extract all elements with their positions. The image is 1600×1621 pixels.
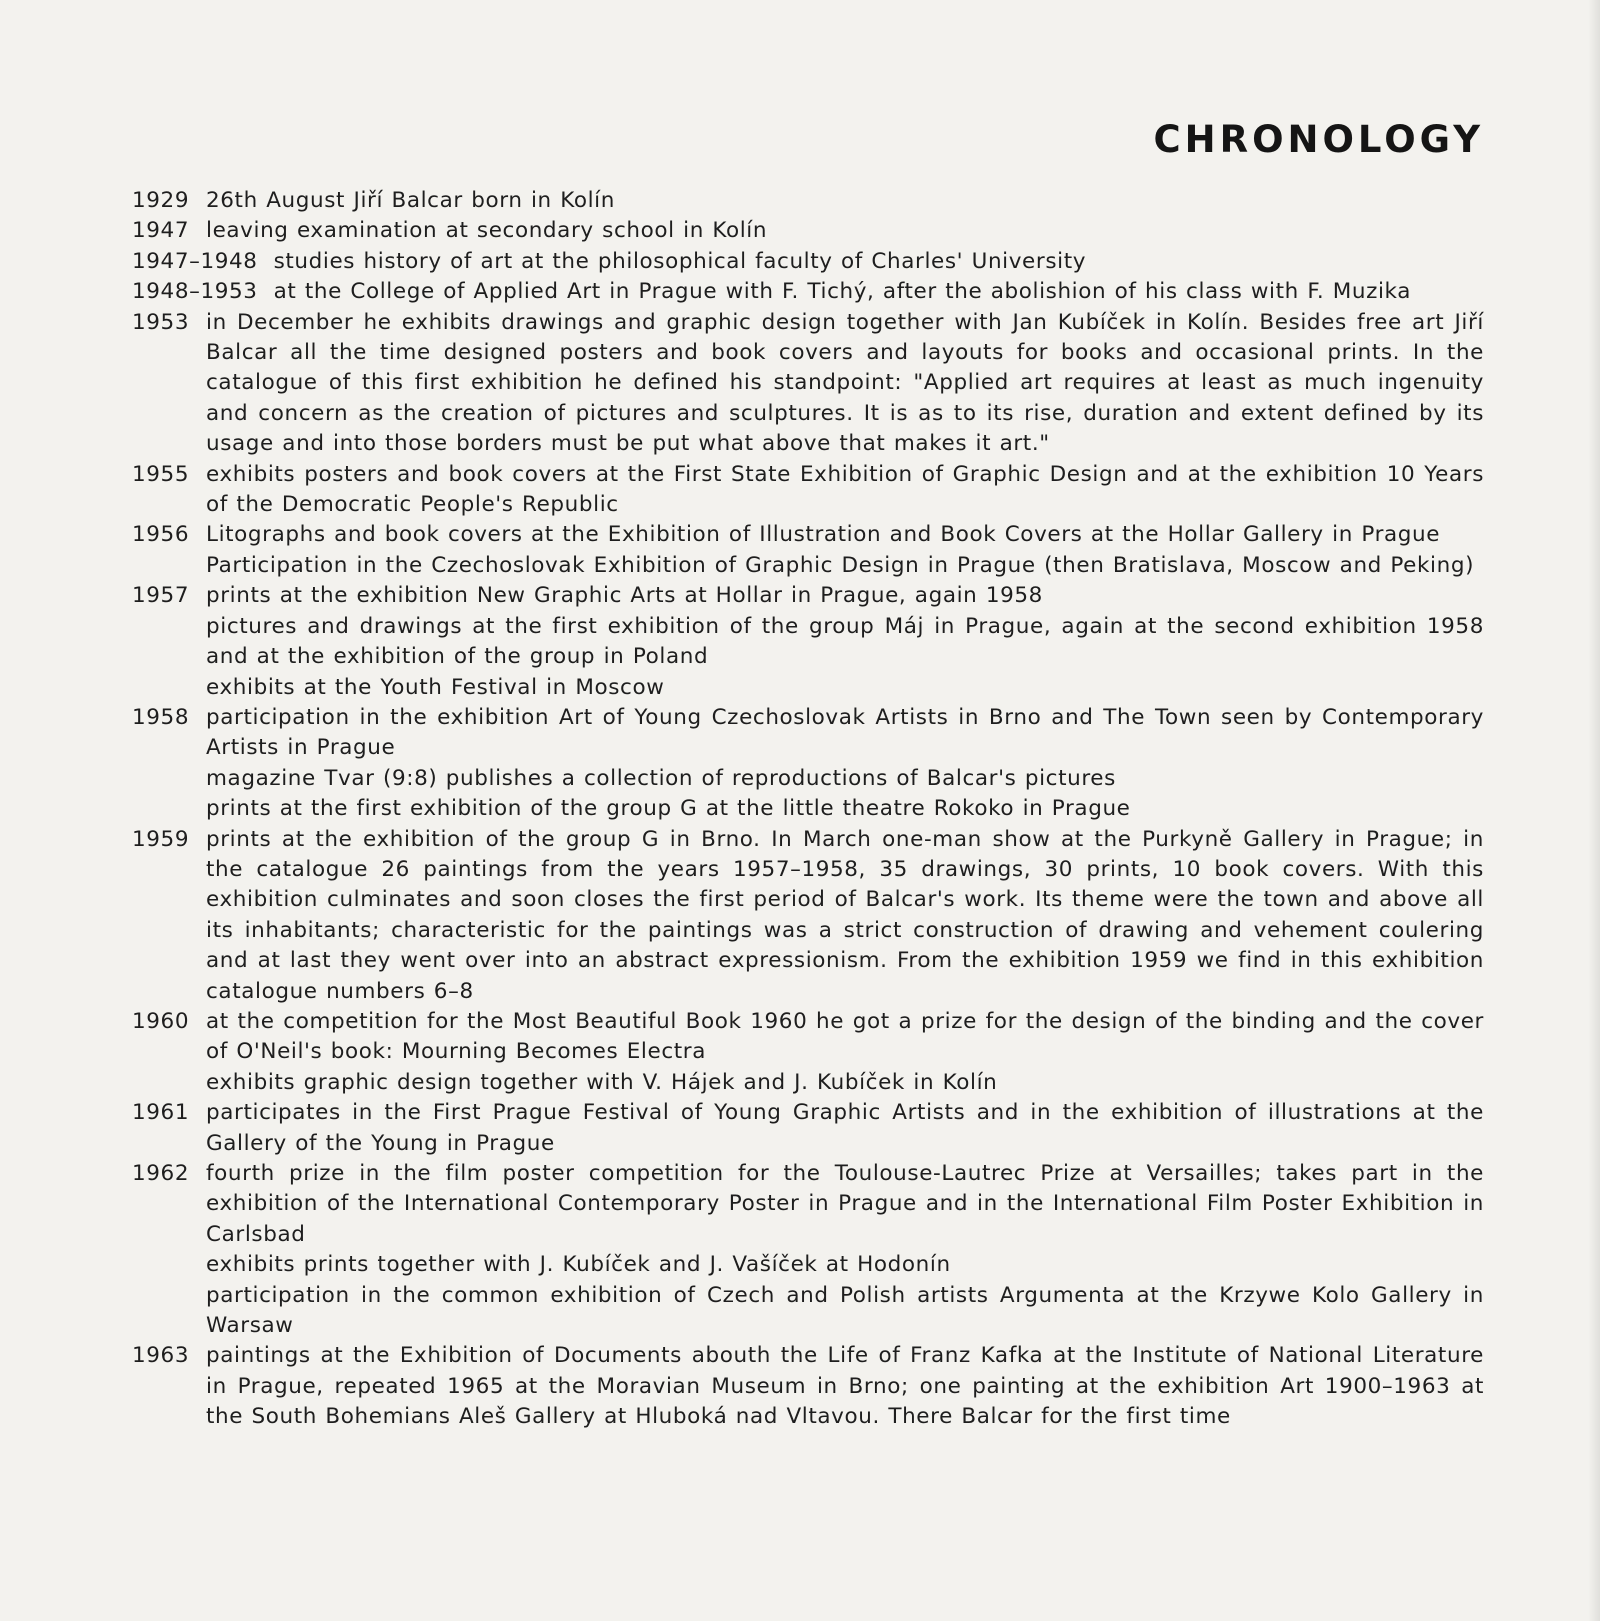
entry-year: 1947 bbox=[132, 218, 190, 244]
entry-text: exhibits at the Youth Festival in Moscow bbox=[206, 674, 665, 700]
entry-year: 1961 bbox=[132, 1100, 190, 1126]
entry-year: 1960 bbox=[132, 1008, 190, 1034]
entry-body bbox=[206, 308, 1484, 460]
entry-text: at the competition for the Most Beautiful Book 1960 he got a prize for the design of the binding and the cover of O'Neil's book: Mourning Becomes Electra bbox=[206, 1008, 1484, 1065]
entry-body bbox=[206, 703, 1484, 825]
entry-year: 1962 bbox=[132, 1161, 190, 1186]
entry-text: prints at the exhibition of the group G in Brno. In March one-man show at the Purkyně Gallery in Prague; in the catalogue 26 paintings from the years 1957–1958, 35 drawings, 30 prints, 10 book covers. With this exhibition culminates and soon closes the first period of Balcar's work. Its theme were the town and above all its inhabitants; characteristic for the paintings was a strict construction of drawing and vehement coulering and at last they went over into an abstract expressionism. From the exhibition 1959 we find in this exhibition catalogue numbers 6–8 bbox=[206, 826, 1484, 1004]
entry-year: 1929 bbox=[132, 188, 190, 213]
entry-text: Litographs and book covers at the Exhibition of Illustration and Book Covers at the Hollar Gallery in Prague bbox=[206, 522, 1441, 548]
entry-year: 1958 bbox=[132, 704, 190, 730]
entry-text: pictures and drawings at the first exhibition of the group Máj in Prague, again at the second exhibition 1958 and at the exhibition of the group in Poland bbox=[206, 613, 1484, 670]
entry-body bbox=[206, 186, 1484, 216]
entry-body bbox=[206, 1159, 1484, 1341]
chronology-entry-1961 bbox=[132, 1098, 1484, 1159]
entry-year: 1956 bbox=[132, 522, 190, 548]
chronology-entry-1955 bbox=[132, 460, 1484, 521]
entry-body bbox=[206, 1098, 1484, 1159]
entry-text: Participation in the Czechoslovak Exhibition of Graphic Design in Prague (then Bratislava, Moscow and Peking) bbox=[206, 552, 1475, 578]
entry-text: fourth prize in the film poster competition for the Toulouse-Lautrec Prize at Versailles; takes part in the exhibition of the International Contemporary Poster in Prague and in the International Film Poster Exhibition in Carlsbad bbox=[206, 1161, 1484, 1247]
entry-body bbox=[206, 520, 1484, 581]
entry-text: exhibits posters and book covers at the First State Exhibition of Graphic Design and at the exhibition 10 Years of the Democratic People's Republic bbox=[206, 461, 1484, 518]
entry-body bbox=[206, 460, 1484, 521]
entry-text: exhibits prints together with J. Kubíček and J. Vašíček at Hodonín bbox=[206, 1252, 951, 1278]
chronology-entry-1957 bbox=[132, 581, 1484, 703]
entry-year: 1959 bbox=[132, 826, 190, 852]
entry-text: prints at the exhibition New Graphic Arts at Hollar in Prague, again 1958 bbox=[206, 583, 1043, 609]
entry-text: participation in the common exhibition of Czech and Polish artists Argumenta at the Krzywe Kolo Gallery in Warsaw bbox=[206, 1282, 1484, 1339]
chronology-entry-1947-1948 bbox=[132, 247, 1484, 277]
chronology-entry-1953 bbox=[132, 308, 1484, 460]
entry-body bbox=[206, 825, 1484, 1007]
entry-text: studies history of art at the philosophical faculty of Charles' University bbox=[273, 248, 1087, 274]
chronology-entry-1958 bbox=[132, 703, 1484, 825]
chronology-entry-1948-1953 bbox=[132, 277, 1484, 307]
chronology-entry-1963 bbox=[132, 1341, 1484, 1432]
entry-body bbox=[206, 1007, 1484, 1098]
entry-body bbox=[206, 581, 1484, 703]
entry-text: participates in the First Prague Festival of Young Graphic Artists and in the exhibition of illustrations at the Gallery of the Young in Prague bbox=[206, 1100, 1484, 1156]
entry-year: 1947–1948 bbox=[132, 248, 258, 274]
entry-text: at the College of Applied Art in Prague with F. Tichý, after the abolishion of his class with F. Muzika bbox=[273, 279, 1411, 305]
chronology-entry-1959 bbox=[132, 825, 1484, 1007]
entry-body bbox=[274, 247, 1484, 277]
chronology-entry-1929 bbox=[132, 186, 1484, 216]
entry-text: exhibits graphic design together with V. Hájek and J. Kubíček in Kolín bbox=[206, 1069, 998, 1095]
entry-text: magazine Tvar (9:8) publishes a collection of reproductions of Balcar's pictures bbox=[206, 765, 1116, 791]
entry-body bbox=[206, 216, 1484, 246]
chronology-entry-1962 bbox=[132, 1159, 1484, 1341]
entry-body bbox=[274, 277, 1484, 307]
entry-year: 1957 bbox=[132, 583, 190, 609]
entry-text: 26th August Jiří Balcar born in Kolín bbox=[206, 188, 615, 213]
chronology-entry-1960 bbox=[132, 1007, 1484, 1098]
entry-text: participation in the exhibition Art of Young Czechoslovak Artists in Brno and The Town seen by Contemporary Artists in Prague bbox=[206, 704, 1484, 761]
entry-year: 1948–1953 bbox=[132, 279, 258, 305]
entry-year: 1963 bbox=[132, 1343, 190, 1369]
chronology-entry-1947 bbox=[132, 216, 1484, 246]
entry-year: 1955 bbox=[132, 461, 190, 487]
entry-year: 1953 bbox=[132, 309, 190, 335]
entry-text: in December he exhibits drawings and graphic design together with Jan Kubíček in Kolín. Besides free art Jiří Balcar all the time designed posters and book covers and layouts for books and occasional prints. In the catalogue of this first exhibition he defined his standpoint: "Applied art requires at least as much ingenuity and concern as the creation of pictures and sculptures. It is as to its rise, duration and extent defined by its usage and into those borders must be put what above that makes it art." bbox=[206, 309, 1484, 457]
chronology-list bbox=[132, 186, 1484, 1433]
entry-text: leaving examination at secondary school in Kolín bbox=[206, 218, 768, 244]
entry-body bbox=[206, 1341, 1484, 1432]
chronology-entry-1956 bbox=[132, 520, 1484, 581]
entry-text: paintings at the Exhibition of Documents abouth the Life of Franz Kafka at the Institute of National Literature in Prague, repeated 1965 at the Moravian Museum in Brno; one painting at the exhibition Art 1900–1963 at the South Bohemians Aleš Gallery at Hluboká nad Vltavou. There Balcar for the first time bbox=[206, 1343, 1484, 1430]
page-edge-shadow bbox=[1588, 0, 1600, 1621]
entry-text: prints at the first exhibition of the group G at the little theatre Rokoko in Prague bbox=[206, 796, 1131, 822]
page-title: CHRONOLOGY bbox=[1153, 118, 1484, 161]
